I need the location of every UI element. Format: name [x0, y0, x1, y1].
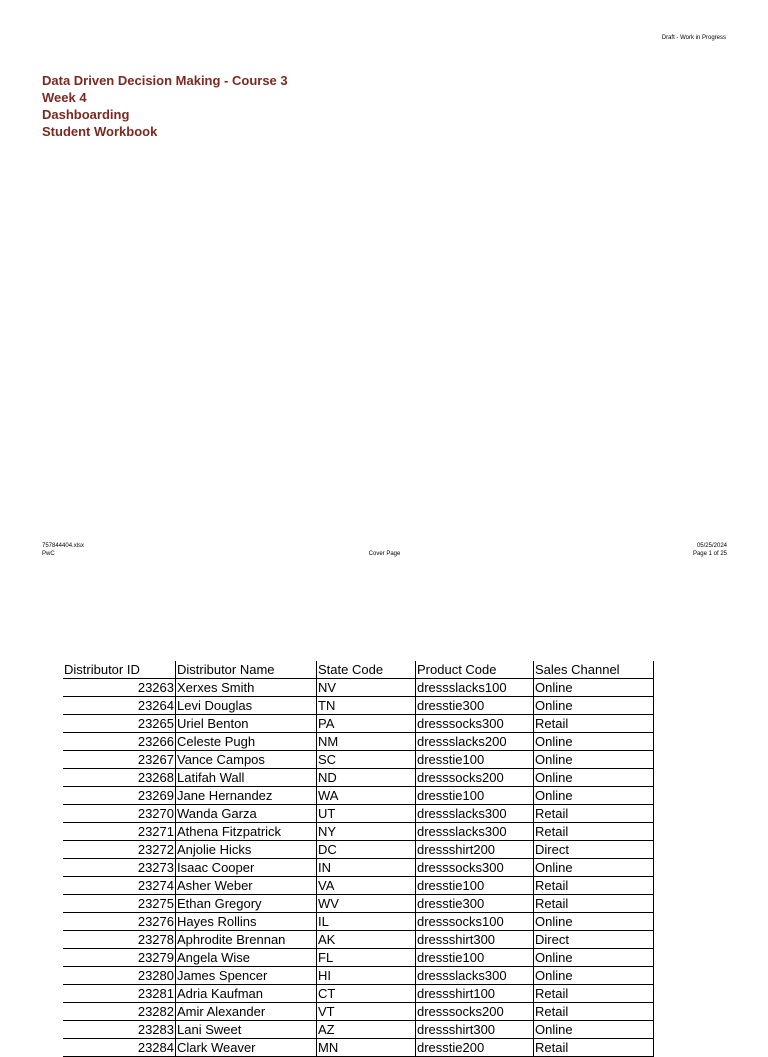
cell-product-code: dresstie100 — [416, 949, 534, 967]
cell-product-code: dressslacks300 — [416, 805, 534, 823]
cell-distributor-id: 23268 — [63, 769, 176, 787]
cell-product-code: dresstie300 — [416, 697, 534, 715]
cell-product-code: dresstie100 — [416, 877, 534, 895]
cell-distributor-id: 23280 — [63, 967, 176, 985]
cell-distributor-id: 23266 — [63, 733, 176, 751]
cell-distributor-name: Aphrodite Brennan — [176, 931, 317, 949]
distributor-table — [63, 661, 654, 1057]
cell-product-code: dressslacks200 — [416, 733, 534, 751]
cell-distributor-name: Clark Weaver — [176, 1039, 317, 1057]
cell-distributor-name: Jane Hernandez — [176, 787, 317, 805]
cell-product-code: dressslacks100 — [416, 679, 534, 697]
cell-distributor-name: Angela Wise — [176, 949, 317, 967]
cell-sales-channel: Retail — [534, 895, 654, 913]
cell-product-code: dresssocks200 — [416, 1003, 534, 1021]
cell-sales-channel: Retail — [534, 715, 654, 733]
table-header-row — [63, 661, 654, 679]
header-state-code: State Code — [317, 661, 416, 679]
cell-product-code: dressslacks300 — [416, 967, 534, 985]
cell-state-code: TN — [317, 697, 416, 715]
cell-sales-channel: Retail — [534, 805, 654, 823]
cell-state-code: AK — [317, 931, 416, 949]
cell-distributor-id: 23267 — [63, 751, 176, 769]
cell-product-code: dresssocks100 — [416, 913, 534, 931]
cell-sales-channel: Online — [534, 949, 654, 967]
cell-product-code: dresssocks300 — [416, 859, 534, 877]
cell-distributor-id: 23264 — [63, 697, 176, 715]
table-row — [63, 733, 654, 751]
cell-sales-channel: Online — [534, 697, 654, 715]
cell-product-code: dresstie200 — [416, 1039, 534, 1057]
cell-distributor-id: 23272 — [63, 841, 176, 859]
cell-distributor-name: Xerxes Smith — [176, 679, 317, 697]
title-week: Week 4 — [42, 90, 87, 105]
cell-sales-channel: Online — [534, 787, 654, 805]
cell-distributor-id: 23269 — [63, 787, 176, 805]
footer-filename: 757844404.xlsx — [42, 543, 85, 549]
table-row — [63, 877, 654, 895]
table-row — [63, 787, 654, 805]
cell-distributor-id: 23276 — [63, 913, 176, 931]
cell-distributor-name: Ethan Gregory — [176, 895, 317, 913]
document-title-block — [42, 72, 288, 140]
table-row — [63, 841, 654, 859]
cell-distributor-name: Adria Kaufman — [176, 985, 317, 1003]
cell-distributor-name: Hayes Rollins — [176, 913, 317, 931]
cell-state-code: CT — [317, 985, 416, 1003]
cell-state-code: VT — [317, 1003, 416, 1021]
header-distributor-name: Distributor Name — [176, 661, 317, 679]
cell-distributor-name: Celeste Pugh — [176, 733, 317, 751]
cell-state-code: IL — [317, 913, 416, 931]
cell-sales-channel: Online — [534, 859, 654, 877]
table-row — [63, 895, 654, 913]
cell-distributor-id: 23279 — [63, 949, 176, 967]
cell-distributor-name: Wanda Garza — [176, 805, 317, 823]
cell-distributor-id: 23265 — [63, 715, 176, 733]
cell-product-code: dressslacks300 — [416, 823, 534, 841]
cell-distributor-name: Amir Alexander — [176, 1003, 317, 1021]
cell-product-code: dresssocks200 — [416, 769, 534, 787]
cell-product-code: dresstie100 — [416, 787, 534, 805]
cell-distributor-id: 23282 — [63, 1003, 176, 1021]
cell-sales-channel: Online — [534, 769, 654, 787]
cell-distributor-name: Uriel Benton — [176, 715, 317, 733]
cell-state-code: ND — [317, 769, 416, 787]
cell-product-code: dressshirt100 — [416, 985, 534, 1003]
table-row — [63, 859, 654, 877]
cell-state-code: VA — [317, 877, 416, 895]
cell-state-code: DC — [317, 841, 416, 859]
cell-distributor-name: Lani Sweet — [176, 1021, 317, 1039]
page-footer — [42, 542, 727, 560]
cell-product-code: dressshirt200 — [416, 841, 534, 859]
cell-product-code: dresstie300 — [416, 895, 534, 913]
table-row — [63, 985, 654, 1003]
table-row — [63, 769, 654, 787]
cell-state-code: NV — [317, 679, 416, 697]
cell-distributor-id: 23281 — [63, 985, 176, 1003]
cell-sales-channel: Retail — [534, 985, 654, 1003]
table-row — [63, 949, 654, 967]
footer-date: 05/25/2024 — [696, 543, 727, 549]
table-body — [63, 679, 654, 1057]
cell-sales-channel: Direct — [534, 931, 654, 949]
cell-state-code: AZ — [317, 1021, 416, 1039]
table-row — [63, 931, 654, 949]
table-row — [63, 697, 654, 715]
cell-distributor-id: 23278 — [63, 931, 176, 949]
header-distributor-id: Distributor ID — [63, 661, 176, 679]
cell-product-code: dressshirt300 — [416, 931, 534, 949]
cell-state-code: IN — [317, 859, 416, 877]
cell-distributor-id: 23271 — [63, 823, 176, 841]
cell-distributor-id: 23283 — [63, 1021, 176, 1039]
cell-distributor-name: Isaac Cooper — [176, 859, 317, 877]
cell-product-code: dresstie100 — [416, 751, 534, 769]
draft-note: Draft - Work in Progress — [661, 35, 726, 41]
cell-distributor-id: 23274 — [63, 877, 176, 895]
table-row — [63, 805, 654, 823]
header-sales-channel: Sales Channel — [534, 661, 654, 679]
cell-state-code: WA — [317, 787, 416, 805]
title-topic: Dashboarding — [42, 107, 130, 122]
cell-sales-channel: Online — [534, 913, 654, 931]
footer-sheet-name: Cover Page — [368, 551, 401, 557]
cell-sales-channel: Online — [534, 1021, 654, 1039]
table-row — [63, 1003, 654, 1021]
cell-product-code: dressshirt300 — [416, 1021, 534, 1039]
cell-sales-channel: Direct — [534, 841, 654, 859]
table-row — [63, 715, 654, 733]
table-row — [63, 967, 654, 985]
cell-sales-channel: Online — [534, 733, 654, 751]
cell-product-code: dresssocks300 — [416, 715, 534, 733]
title-course: Data Driven Decision Making - Course 3 — [42, 73, 288, 88]
table-row — [63, 1021, 654, 1039]
cell-sales-channel: Online — [534, 967, 654, 985]
cell-distributor-name: Athena Fitzpatrick — [176, 823, 317, 841]
cell-distributor-name: Latifah Wall — [176, 769, 317, 787]
cell-distributor-id: 23270 — [63, 805, 176, 823]
cell-distributor-name: Asher Weber — [176, 877, 317, 895]
cell-state-code: SC — [317, 751, 416, 769]
cell-distributor-id: 23263 — [63, 679, 176, 697]
title-workbook: Student Workbook — [42, 124, 158, 139]
cell-sales-channel: Online — [534, 751, 654, 769]
footer-page-number: Page 1 of 25 — [692, 551, 727, 557]
cell-state-code: HI — [317, 967, 416, 985]
cell-state-code: NY — [317, 823, 416, 841]
cell-distributor-name: Levi Douglas — [176, 697, 317, 715]
cell-distributor-id: 23275 — [63, 895, 176, 913]
cell-sales-channel: Retail — [534, 877, 654, 895]
cell-state-code: NM — [317, 733, 416, 751]
footer-org: PwC — [42, 551, 55, 557]
cell-distributor-id: 23284 — [63, 1039, 176, 1057]
table-row — [63, 751, 654, 769]
table-row — [63, 679, 654, 697]
cell-distributor-name: James Spencer — [176, 967, 317, 985]
cell-state-code: FL — [317, 949, 416, 967]
header-product-code: Product Code — [416, 661, 534, 679]
cell-distributor-name: Vance Campos — [176, 751, 317, 769]
cell-state-code: WV — [317, 895, 416, 913]
cell-sales-channel: Retail — [534, 823, 654, 841]
table-row — [63, 823, 654, 841]
cell-state-code: UT — [317, 805, 416, 823]
cell-state-code: PA — [317, 715, 416, 733]
table-row — [63, 913, 654, 931]
table-row — [63, 1039, 654, 1057]
cell-state-code: MN — [317, 1039, 416, 1057]
cell-distributor-id: 23273 — [63, 859, 176, 877]
cell-distributor-name: Anjolie Hicks — [176, 841, 317, 859]
cell-sales-channel: Online — [534, 679, 654, 697]
cell-sales-channel: Retail — [534, 1003, 654, 1021]
cell-sales-channel: Retail — [534, 1039, 654, 1057]
